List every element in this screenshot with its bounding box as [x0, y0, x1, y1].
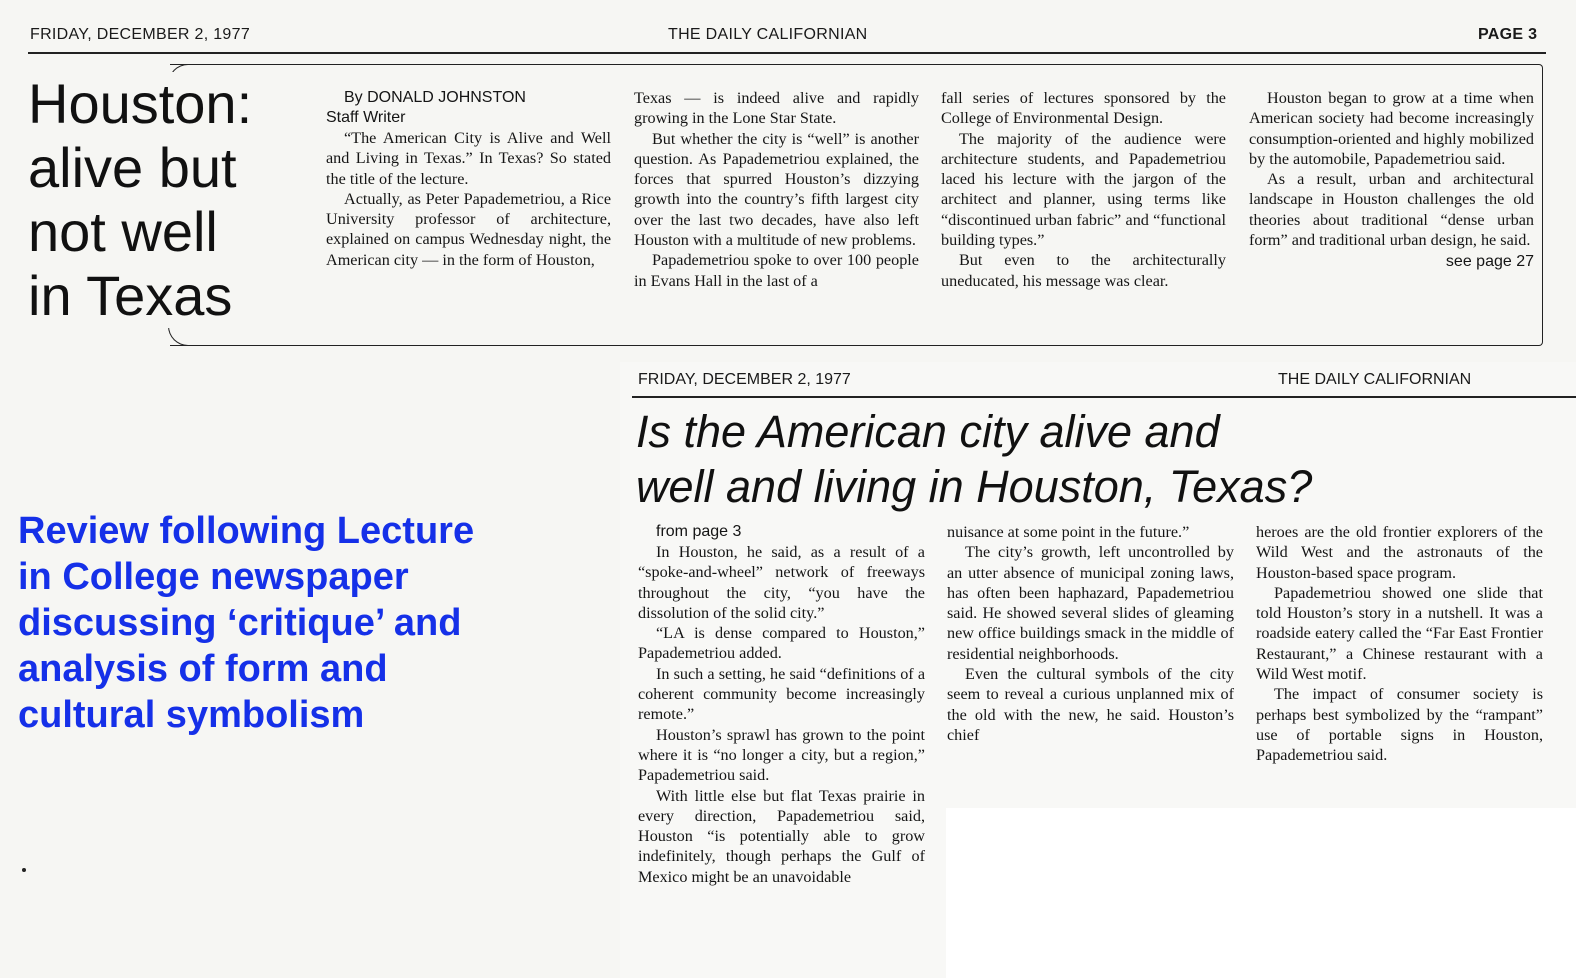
byline-role: Staff Writer [326, 109, 406, 126]
continuation-headline-line: well and living in Houston, Texas? [636, 461, 1313, 512]
paragraph: Papademetriou showed one slide that told Houston’s story in a nutshell. It was a roadside eatery called the “Far East Frontier Restaurant,” a Chinese restaurant with a Wild West motif. [1256, 583, 1543, 684]
continuation-column-3 [1256, 522, 1543, 766]
article-column-4 [1249, 88, 1534, 273]
from-page-label: from page 3 [656, 523, 742, 540]
masthead-paper: THE DAILY CALIFORNIAN [668, 26, 868, 43]
annotation-line: discussing ‘critique’ and [18, 602, 462, 644]
see-page-link: see page 27 [1445, 253, 1534, 271]
continuation-column-2 [947, 522, 1234, 745]
paragraph: Papademetriou spoke to over 100 people in Evans Hall in the last of a [634, 251, 919, 290]
paragraph: In such a setting, he said “definitions of a coherent community become increasingly remote.” [638, 664, 925, 724]
paragraph: The impact of consumer society is perhaps best symbolized by the “rampant” use of portable signs in Houston, Papademetriou said. [1256, 685, 1543, 765]
paragraph: Houston’s sprawl has grown to the point where it is “no longer a city, but a region,” Papademetriou said. [638, 725, 925, 785]
paragraph: “LA is dense compared to Houston,” Papademetriou added. [638, 624, 925, 663]
paragraph: fall series of lectures sponsored by the College of Environmental Design. [941, 89, 1226, 128]
annotation-line: in College newspaper [18, 556, 409, 598]
paragraph: But even to the architecturally uneducated, his message was clear. [941, 251, 1226, 290]
masthead2-paper: THE DAILY CALIFORNIAN [1278, 371, 1472, 388]
byline-author: By DONALD JOHNSTON [344, 89, 526, 106]
annotation-line: cultural symbolism [18, 694, 365, 736]
paragraph: But whether the city is “well” is another question. As Papademetriou explained, the forces that spurred Houston’s dizzying growth into the country’s fifth largest city over the last two decades, have also left Houston with a multitude of new problems. [634, 129, 919, 250]
paragraph: Houston began to grow at a time when American society had become increasingly consumption-oriented and highly mobilized by the automobile, Papademetriou said. [1249, 89, 1534, 168]
article-column-1 [326, 88, 611, 270]
continuation-headline-line: Is the American city alive and [636, 406, 1220, 457]
headline-line: Houston: [28, 72, 253, 135]
main-headline [28, 72, 318, 328]
paragraph: Even the cultural symbols of the city seem to reveal a curious unplanned mix of the old with the new, he said. Houston’s chief [947, 665, 1234, 744]
blank-area [946, 808, 1576, 978]
article-column-3 [941, 88, 1226, 291]
article-column-2 [634, 88, 919, 291]
headline-line: alive but [28, 136, 237, 199]
paragraph: The city’s growth, left uncontrolled by an utter absence of municipal zoning laws, has often been haphazard, Papademetriou said. He showed several slides of gleaming new office buildings smack in the middle of residential neighborhoods. [947, 543, 1234, 663]
annotation-line: Review following Lecture [18, 510, 475, 552]
annotation-caption [18, 508, 618, 738]
masthead-date: FRIDAY, DECEMBER 2, 1977 [30, 26, 251, 43]
paragraph: “The American City is Alive and Well and Living in Texas.” In Texas? So stated the title of the lecture. [326, 129, 611, 188]
byline [326, 88, 611, 128]
paragraph: With little else but flat Texas prairie in every direction, Papademetriou said, Houston “is potentially able to grow indefinitely, though perhaps the Gulf of Mexico might be an unavoidable [638, 786, 925, 886]
masthead2-date: FRIDAY, DECEMBER 2, 1977 [638, 371, 851, 388]
headline-line: not well [28, 200, 218, 263]
paragraph: Actually, as Peter Papademetriou, a Rice University professor of architecture, explained on campus Wednesday night, the American city — in the form of Houston, [326, 189, 611, 269]
paragraph: As a result, urban and architectural landscape in Houston challenges the old theories about traditional “dense urban form” and traditional urban design, he said. [1249, 170, 1534, 250]
paragraph: Texas — is indeed alive and rapidly growing in the Lone Star State. [634, 89, 919, 128]
paragraph: heroes are the old frontier explorers of the Wild West and the astronauts of the Houston-based space program. [1256, 523, 1543, 582]
masthead-page: PAGE 3 [1478, 26, 1538, 43]
speck [22, 868, 26, 872]
continuation-headline [636, 404, 1566, 514]
headline-line: in Texas [28, 264, 233, 327]
annotation-line: analysis of form and [18, 648, 388, 690]
continuation-column-1 [638, 522, 925, 887]
paragraph: nuisance at some point in the future.” [947, 523, 1190, 541]
paragraph: In Houston, he said, as a result of a “spoke-and-wheel” network of freeways throughout the city, “you have the dissolution of the solid city.” [638, 543, 925, 622]
masthead2-rule [632, 396, 1576, 398]
masthead-rule [28, 52, 1546, 54]
paragraph: The majority of the audience were architecture students, and Papademetriou laced his lecture with the jargon of the architect and planner, using terms like “discontinued urban fabric” and “functional building types.” [941, 129, 1226, 250]
